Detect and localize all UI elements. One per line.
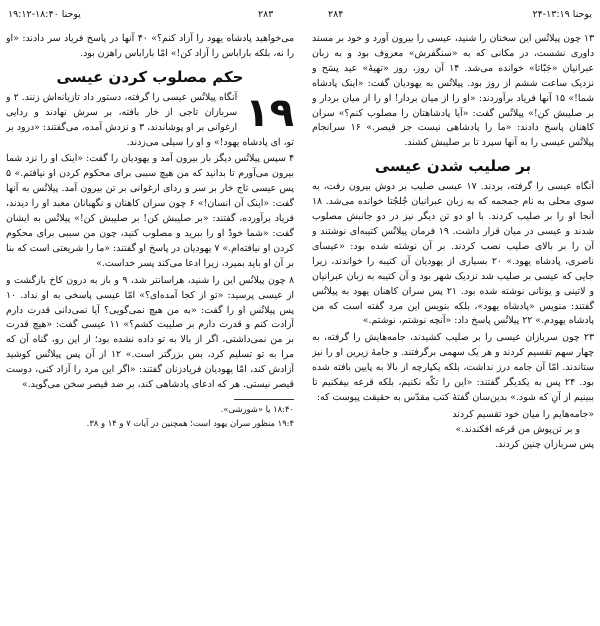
- footnote: ۱۸:۴۰ یا «شورشی».: [220, 403, 294, 414]
- verse-paragraph: ۱۳ چون پیلاتُس این سخنان را شنید، عیسی را بیرون آورد و خود بر مسند داوری نشست، در مکانی که به «سنگفرش» معروف بود و به زبان عبرانیان «جَبّاتا» خوانده می‌شد. ۱۴ آن روز، روز «تهیهٔ» عید پسَح و نزدیک ساعت ششم از روز بود. پیلاتُس به یهودیان گفت: «اینک پادشاه شما!» ۱۵ آنها فریاد برآوردند: «او را از میان بردار! او را از میان بردار و بر صلیبش کن!» پیلاتُس گفت: «آیا پادشاهتان را مصلوب کنم؟» سران کاهنان پاسخ دادند: «ما را پادشاهی نیست جز قیصر.» ۱۶ سرانجام پیلاتُس عیسی را به آنها سپرد تا بر صلیبش کشند.: [312, 33, 594, 149]
- chapter-number: ۱۹: [245, 89, 294, 136]
- verse-paragraph: ۲۳ چون سربازان عیسی را بر صلیب کشیدند، جامه‌هایش را گرفته، به چهار سهم تقسیم کردند و هر یک سهمی برگرفتند. و جامهٔ زیرین او را نیز ستاندند. امّا آن جامه درز نداشت، بلکه یکپارچه از بالا به پایین بافته شده بود. ۲۴ پس به یکدیگر گفتند: «این را تکّه نکنیم، بلکه قرعه بیفکنیم تا ببینیم از آنِ که شود.» بدین‌سان گفتهٔ کتب مقدّس به حقیقت پیوست که:: [312, 332, 594, 403]
- quote-line: «جامه‌هایم را میان خود تقسیم کردند: [452, 408, 594, 420]
- running-header-reference-right: یوحنا ۱۳:۱۹-۲۴: [532, 9, 592, 20]
- quote-line: و بر تن‌پوش من قرعه افکندند.»: [455, 423, 580, 435]
- verse-paragraph: ۴ سپس پیلاتُس دیگر بار بیرون آمد و یهودیان را گفت: «اینک او را نزد شما بیرون می‌آورم تا بدانید که من هیچ سببی برای محکوم کردن او نیافتم.» ۵ پس عیسی تاج خار بر سر و ردای ارغوانی بر تن بیرون آمد. پیلاتُس به آنها گفت: «اینک آن انسان!» ۶ چون سران کاهنان و نگهبانان معبد او را دیدند، فریاد برآورده، گفتند: «بر صلیبش کن! بر صلیبش کن!» پیلاتُس به ایشان گفت: «شما خودْ او را ببرید و مصلوب کنید، چون من سببی برای محکوم کردن او نیافته‌ام.» ۷ یهودیان در پاسخ او گفتند: «ما را شریعتی است که بنا بر آن او باید بمیرد، زیرا ادعا می‌کند پسر خداست.»: [6, 153, 294, 269]
- section-heading-crucifixion-sentence: حکم مصلوب کردن عیسی: [56, 67, 244, 86]
- right-page-column: [312, 32, 594, 620]
- quote-line: پس سربازان چنین کردند.: [495, 438, 594, 450]
- left-page-column: [6, 32, 294, 620]
- running-header-reference-left: یوحنا ۱۸:۴۰-۱۹:۱۲: [8, 9, 81, 20]
- verse-paragraph: ۸ چون پیلاتُس این را شنید، هراسانتر شد، ۹ و باز به درون کاخ بازگشت و از عیسی پرسید: «تو از کجا آمده‌ای؟» امّا عیسی پاسخی به او نداد. ۱۰ پس پیلاتُس او را گفت: «به من هیچ نمی‌گویی؟ آیا نمی‌دانی قدرت دارم آزادت کنم و قدرت دارم بر صلیبت کشم؟» ۱۱ عیسی گفت: «هیچ قدرت بر من نمی‌داشتی، اگر از بالا به تو داده نشده بود؛ از این رو، گناه آن که مرا به تو تسلیم کرد، بس بزرگتر است.» ۱۲ از آن پس پیلاتُس کوشید آزادش کند، امّا یهودیان فریادزنان گفتند: «اگر این مرد را آزاد کنی، دوست قیصر نیستی. هر که ادعای پادشاهی کند، بر ضد قیصر سخن می‌گوید.»: [6, 274, 294, 391]
- page-number-right: ۲۸۴: [328, 9, 344, 20]
- intro-paragraph: می‌خواهید پادشاه یهود را آزاد کنم؟» ۴۰ آنها در پاسخ فریاد سر دادند: «او را نه، بلکه باراباس را آزاد کن!» امّا باراباس راهزن بود.: [6, 33, 294, 59]
- footnote-divider: [234, 399, 294, 400]
- footnote: ۱۹:۴ منظور سران یهود است؛ همچنین در آیات ۷ و ۱۴ و ۳۸.: [86, 418, 294, 429]
- verse-text: آنگاه پیلاتُس عیسی را گرفته، دستور داد تازیانه‌اش زنند. ۲ و سربازان تاجی از خار بافته، بر سرش نهادند و ردایی ارغوانی بر او پوشاندند، ۳ و نزدش آمده، می‌گفتند: «درود بر تو، ای پادشاه یهود!» و او را سیلی می‌زدند.: [6, 91, 294, 148]
- scripture-quote: [312, 408, 594, 453]
- chapter-paragraph: [6, 91, 294, 151]
- verse-paragraph: آنگاه عیسی را گرفته، بردند. ۱۷ عیسی صلیب بر دوش بیرون رفت، به سوی محلی به نام جمجمه که به زبان عبرانیان جُلجُتا خوانده می‌شد. ۱۸ آنجا او را بر صلیب کردند. با او دو تن دیگر نیز در دو جانبش مصلوب شدند و عیسی در میان قرار داشت. ۱۹ فرمان پیلاتُس کتیبه‌ای نوشتند و آن را بر بالای صلیب نصب کردند. بر آن نوشته شده بود: «عیسای ناصری، پادشاه یهود.» ۲۰ بسیاری از یهودیان آن کتیبه را خواندند، زیرا جایی که عیسی بر صلیب شد نزدیک شهر بود و آن کتیبه به زبان عبرانیان و لاتینی و یونانی نوشته شده بود. ۲۱ پس سران کاهنان یهود به پیلاتُس گفتند: منویس «پادشاه یهود»، بلکه بنویس این مرد گفته است که من پادشاه یهودم.» ۲۲ پیلاتُس پاسخ داد: «آنچه نوشتم، نوشتم.»: [312, 181, 594, 327]
- page-number-left: ۲۸۳: [258, 9, 274, 20]
- section-heading-crucifixion: بر صلیب شدن عیسی: [374, 157, 532, 176]
